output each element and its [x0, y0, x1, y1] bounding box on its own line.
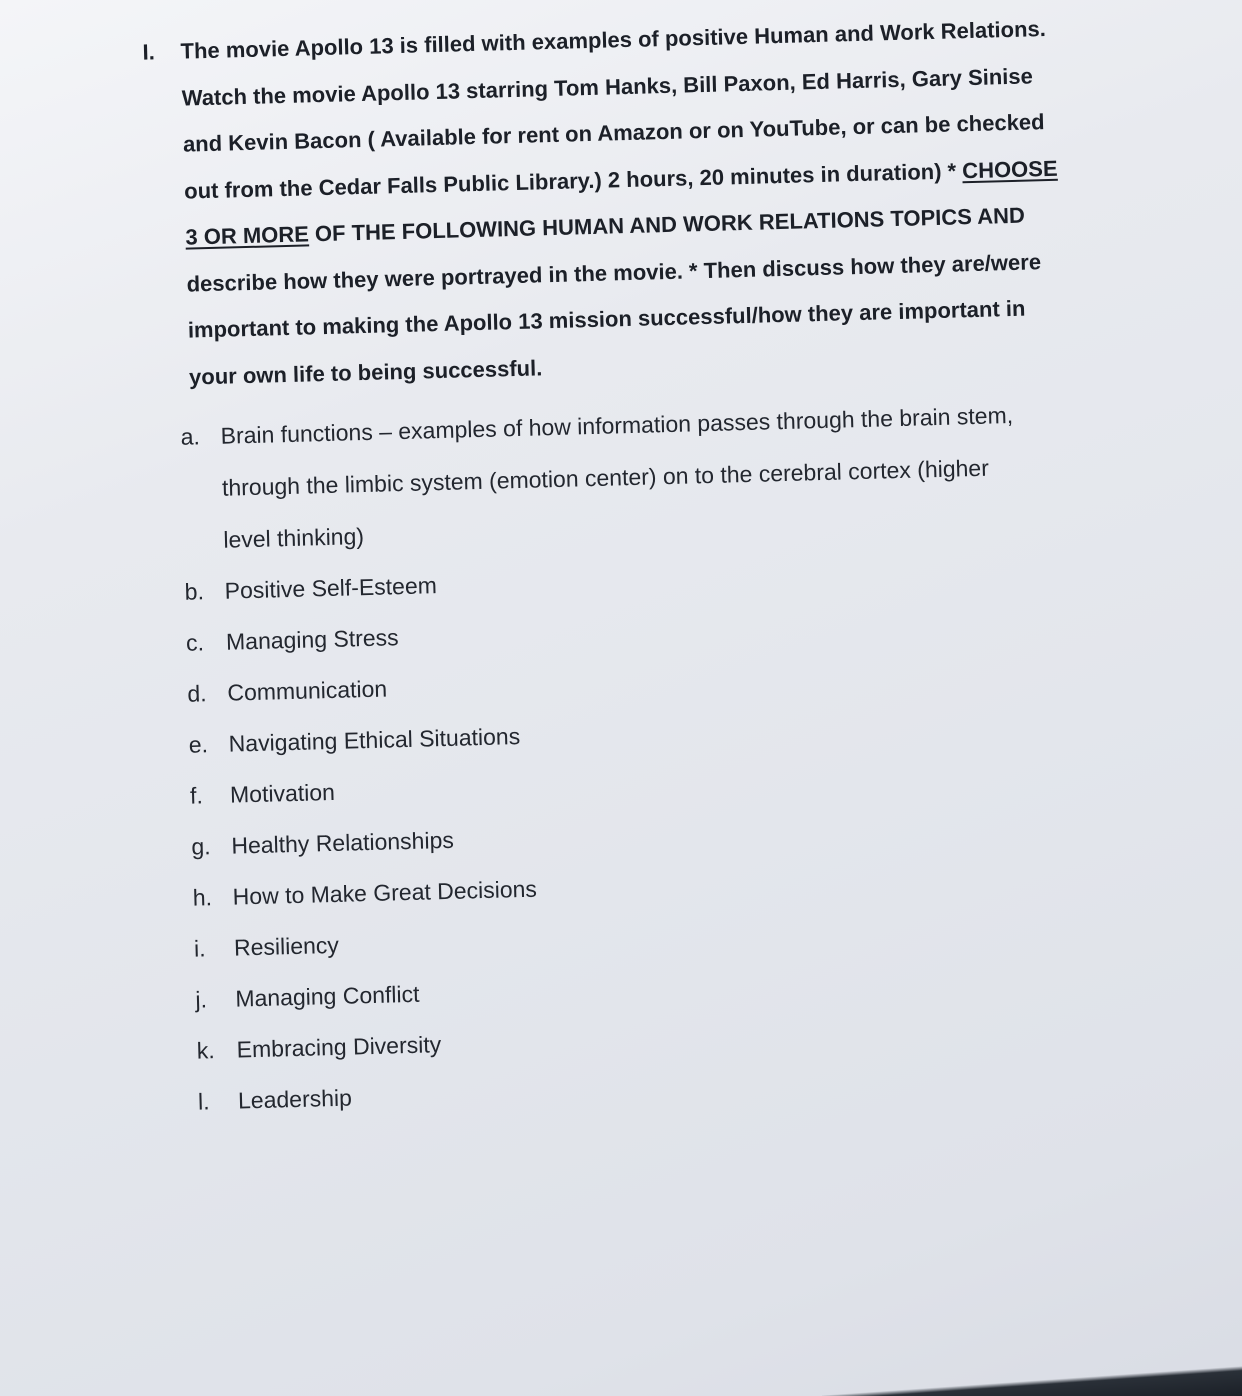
topic-text: Managing Stress: [225, 624, 399, 655]
topic-text: How to Make Great Decisions: [232, 875, 538, 910]
topic-letter: a.: [180, 423, 201, 450]
topics-list: [140, 387, 1118, 1129]
topic-text: Positive Self-Esteem: [224, 572, 438, 604]
intro-line: important to making the Apollo 13 mission successful/how they are important in: [187, 295, 1026, 343]
three-or-more: 3 OR MORE: [185, 221, 310, 250]
topic-letter: h.: [192, 884, 213, 911]
topic-letter: k.: [196, 1037, 215, 1064]
intro-line: The movie Apollo 13 is filled with examples of positive Human and Work Relations.: [180, 16, 1047, 64]
topic-letter: i.: [193, 935, 206, 962]
topics-heading: OF THE FOLLOWING HUMAN AND WORK RELATIONS TOPICS AND: [308, 202, 1026, 247]
topic-text: level thinking): [223, 523, 365, 553]
topic-letter: d.: [187, 680, 207, 707]
item-number: I.: [142, 39, 156, 65]
topic-text: Resiliency: [233, 931, 340, 961]
intro-line: describe how they were portrayed in the movie. * Then discuss how they are/were: [186, 248, 1042, 297]
topic-text: Brain functions – examples of how information passes through the brain stem,: [220, 402, 1014, 449]
choose-word: CHOOSE: [961, 155, 1058, 183]
topic-letter: e.: [188, 731, 209, 758]
topic-text: Leadership: [237, 1084, 353, 1114]
topic-letter: c.: [185, 629, 205, 656]
topic-letter: j.: [195, 986, 208, 1013]
topic-text: Navigating Ethical Situations: [228, 723, 521, 757]
topic-letter: l.: [197, 1088, 210, 1115]
topic-letter: f.: [189, 782, 204, 809]
background-shadow: [822, 1344, 1242, 1396]
assignment-sheet: [130, 5, 1118, 1129]
topic-letter: b.: [184, 578, 205, 605]
intro-line: out from the Cedar Falls Public Library.) 2 hours, 20 minutes in duration) *: [183, 157, 963, 204]
intro-line: Watch the movie Apollo 13 starring Tom Hanks, Bill Paxon, Ed Harris, Gary Sinise: [181, 62, 1034, 111]
intro-line: your own life to being successful.: [188, 354, 543, 390]
topic-text: Embracing Diversity: [236, 1031, 442, 1063]
topic-text: Motivation: [229, 778, 336, 808]
intro-line: and Kevin Bacon ( Available for rent on Amazon or on YouTube, or can be checked: [182, 109, 1045, 157]
topic-text: Healthy Relationships: [231, 826, 455, 859]
topic-text: Communication: [227, 675, 388, 706]
topic-item: [140, 387, 1104, 568]
topic-letter: g.: [191, 833, 211, 860]
topic-text: Managing Conflict: [235, 980, 420, 1012]
assignment-intro: [130, 5, 1099, 402]
topic-text: through the limbic system (emotion center) on to the cerebral cortex (higher: [221, 454, 990, 501]
